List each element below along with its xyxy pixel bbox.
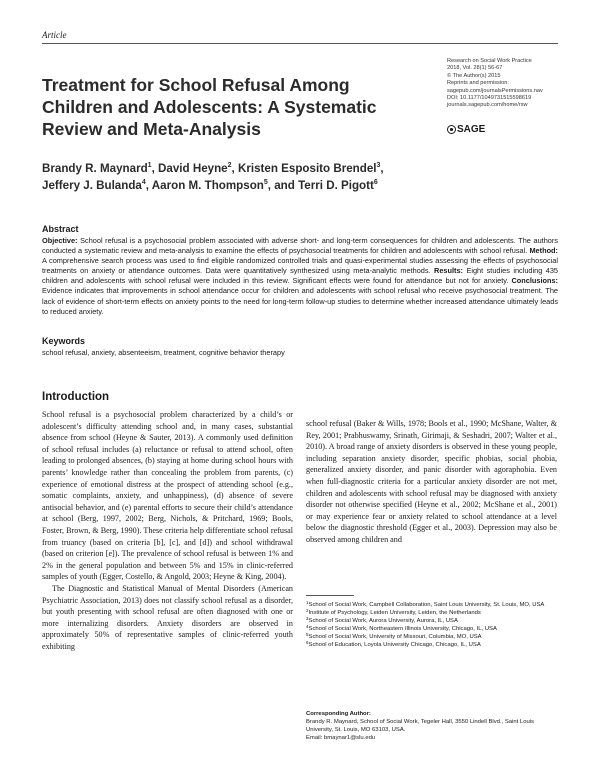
abstract-body <box>42 236 558 317</box>
header-divider <box>42 43 558 44</box>
method-label: Method: <box>529 246 558 256</box>
author-affiliation-number: 5 <box>263 179 268 186</box>
conclusions-label: Conclusions: <box>511 276 558 286</box>
article-type-label: Article <box>42 30 67 40</box>
author-name: Terri D. Pigott <box>298 179 374 192</box>
affiliation-text: School of Social Work, University of Missouri, Columbia, MO, USA <box>308 633 482 640</box>
sage-logo-text: SAGE <box>457 124 486 135</box>
author-name: Aaron M. Thompson <box>151 179 264 192</box>
journal-homepage-link[interactable]: journals.sagepub.com/home/rsw <box>447 102 528 109</box>
affiliation-text: School of Education, Loyola University Chicago, Chicago, IL, USA <box>308 641 481 648</box>
author-name: David Heyne <box>158 162 228 175</box>
author-affiliation-number: 2 <box>227 162 232 169</box>
affiliation-item <box>306 602 561 610</box>
conclusions-text: Evidence indicates that improvements in school attendance occur for children and adolescents with school refusal who receive psychosocial treatment. The lack of evidence of short-term effects on anxiety points to the need for long-term follow-up studies to determine whether increased attendance ultimately leads to reduced anxiety. <box>42 286 558 316</box>
corresponding-author-email[interactable]: Email: bmaynar1@slu.edu <box>306 734 376 741</box>
author-separator: , <box>145 179 152 192</box>
affiliation-text: Institute of Psychology, Leiden University, Leiden, the Netherlands <box>308 609 481 616</box>
affiliation-number: 5 <box>306 631 309 637</box>
abstract-heading: Abstract <box>42 224 79 234</box>
author-affiliation-number: 6 <box>373 179 378 186</box>
affiliation-item <box>306 607 561 618</box>
affiliation-text: School of Social Work, Aurora University, Aurora, IL, USA <box>308 617 458 624</box>
affiliation-item <box>306 623 561 634</box>
journal-meta <box>447 58 597 110</box>
affiliation-number: 2 <box>306 607 309 613</box>
corresponding-author <box>306 711 561 743</box>
introduction-heading: Introduction <box>42 391 110 403</box>
affiliation-item <box>306 639 561 650</box>
author-list <box>42 160 562 194</box>
body-column-right <box>306 418 557 546</box>
affiliation-number: 6 <box>306 639 309 645</box>
affiliation-number: 4 <box>306 623 309 629</box>
affiliation-text: School of Social Work, Northeastern Illinois University, Chicago, IL, USA <box>308 625 497 632</box>
keywords-list: school refusal, anxiety, absenteeism, treatment, cognitive behavior therapy <box>42 348 285 357</box>
journal-volume: 2018, Vol. 28(1) 56-67 <box>447 65 503 72</box>
doi-line[interactable]: DOI: 10.1177/1049731515598619 <box>447 95 532 102</box>
results-text: Eight studies including 435 children and adolescents with school refusal were included in this review. Significant effects were found for attendance but not for anxiety. <box>42 266 558 286</box>
sage-logo <box>447 124 485 135</box>
author-separator: , <box>151 162 159 175</box>
corresponding-author-heading: Corresponding Author: <box>306 711 371 717</box>
results-label: Results: <box>434 266 464 276</box>
author-affiliation-number: 4 <box>141 179 146 186</box>
author-separator: , and <box>267 179 299 192</box>
affiliations <box>306 602 561 649</box>
journal-name: Research on Social Work Practice <box>447 58 532 64</box>
reprints-line: Reprints and permission: <box>447 80 509 87</box>
author-affiliation-number: 3 <box>376 162 381 169</box>
affiliation-number: 1 <box>306 600 309 605</box>
sage-logo-icon <box>447 125 456 134</box>
affiliation-item <box>306 615 561 626</box>
affiliation-number: 3 <box>306 615 309 621</box>
affiliation-text: School of Social Work, Campbell Collaboration, Saint Louis University, St. Louis, MO, USA <box>308 602 545 608</box>
body-paragraph: school refusal (Baker & Wills, 1978; Bools et al., 1990; McShane, Walter, & Rey, 2001; Prabhuswamy, Srinath, Girimaji, & Seshadri, 2007; Walter et al., 2010). A broad range of anxiety disorders is observed in these young people, including separation anxiety disorder, specific phobias, social phobia, generalized anxiety disorder, and panic disorder with agoraphobia. Even when full-diagnostic criteria for a particular anxiety disorder are not met, children and adolescents with school refusal may be diagnosed with anxiety disorder not otherwise specified (Heyne et al., 2002; McShane et al., 2001) or may experience fear or anxiety related to school attendance at a level below the diagnostic threshold (Egger et al., 2003). Depression may also be observed among children and <box>306 419 557 544</box>
affiliation-item <box>306 631 561 642</box>
permissions-link[interactable]: sagepub.com/journalsPermissions.nav <box>447 87 543 94</box>
paper-title: Treatment for School Refusal Among Children and Adolescents: A Systematic Review and Meta-Analysis <box>42 75 377 139</box>
body-paragraph: School refusal is a psychosocial problem characterized by a child’s or adolescent’s difficulty attending school and, in many cases, substantial absence from school (Heyne & Sauter, 2013). A commonly used definition of school refusal includes (a) reluctance or refusal to attend school, often leading to prolonged absences, (b) staying at home during school hours with parents’ knowledge rather than concealing the problem from parents, (c) experience of emotional distress at the prospect of attending school (e.g., somatic complaints, anxiety, and unhappiness), (d) absence of severe antisocial behavior, and (e) parental efforts to secure their child’s attendance at school (Berg, 1997, 2002; Berg, Nichols, & Pritchard, 1969; Bools, Foster, Brown, & Berg, 1990). These criteria help differentiate school refusal from truancy (based on criteria [b], [c], and [d]) and school withdrawal (based on criterion [e]). The prevalence of school refusal is between 1% and 2% in the general population and between 5% and 15% in clinic-referred samples of youth (Egger, Costello, & Angold, 2003; Heyne & King, 2004). <box>42 410 293 582</box>
author-name: Brandy R. Maynard <box>42 162 148 175</box>
author-separator: , <box>231 162 238 175</box>
body-column-left <box>42 409 293 652</box>
objective-text: School refusal is a psychosocial problem associated with adverse short- and long-term consequences for children and adolescents. The authors conducted a systematic review and meta-analysis to examine the effects of psychosocial treatments for children and adolescents with school refusal. <box>42 236 558 256</box>
author-separator: , <box>380 162 384 175</box>
author-affiliation-number: 1 <box>147 162 152 169</box>
footnote-divider <box>306 595 354 596</box>
author-name: Jeffery J. Bulanda <box>42 179 142 192</box>
body-paragraph: The Diagnostic and Statistical Manual of Mental Disorders (American Psychiatric Association, 2013) does not classify school refusal as a disorder, but youth presenting with school refusal are often diagnosed with one or more internalizing disorders. Anxiety disorders are observed in approximately 50% of representative samples of clinic-referred youth exhibiting <box>42 583 293 651</box>
copyright-line: © The Author(s) 2015 <box>447 72 501 79</box>
objective-label: Objective: <box>42 236 78 245</box>
keywords-heading: Keywords <box>42 336 86 346</box>
method-text: A comprehensive search process was used to find eligible randomized controlled trials and quasi-experimental studies assessing the effects of psychosocial treatments on anxiety or attendance outcomes. Data were quantitatively synthesized using meta-analytic methods. <box>42 256 558 276</box>
author-name: Kristen Esposito Brendel <box>237 162 377 175</box>
corresponding-author-address: Brandy R. Maynard, School of Social Work, Tegeler Hall, 3550 Lindell Blvd., Saint Louis University, St. Louis, MO 63103, USA. <box>306 718 534 733</box>
